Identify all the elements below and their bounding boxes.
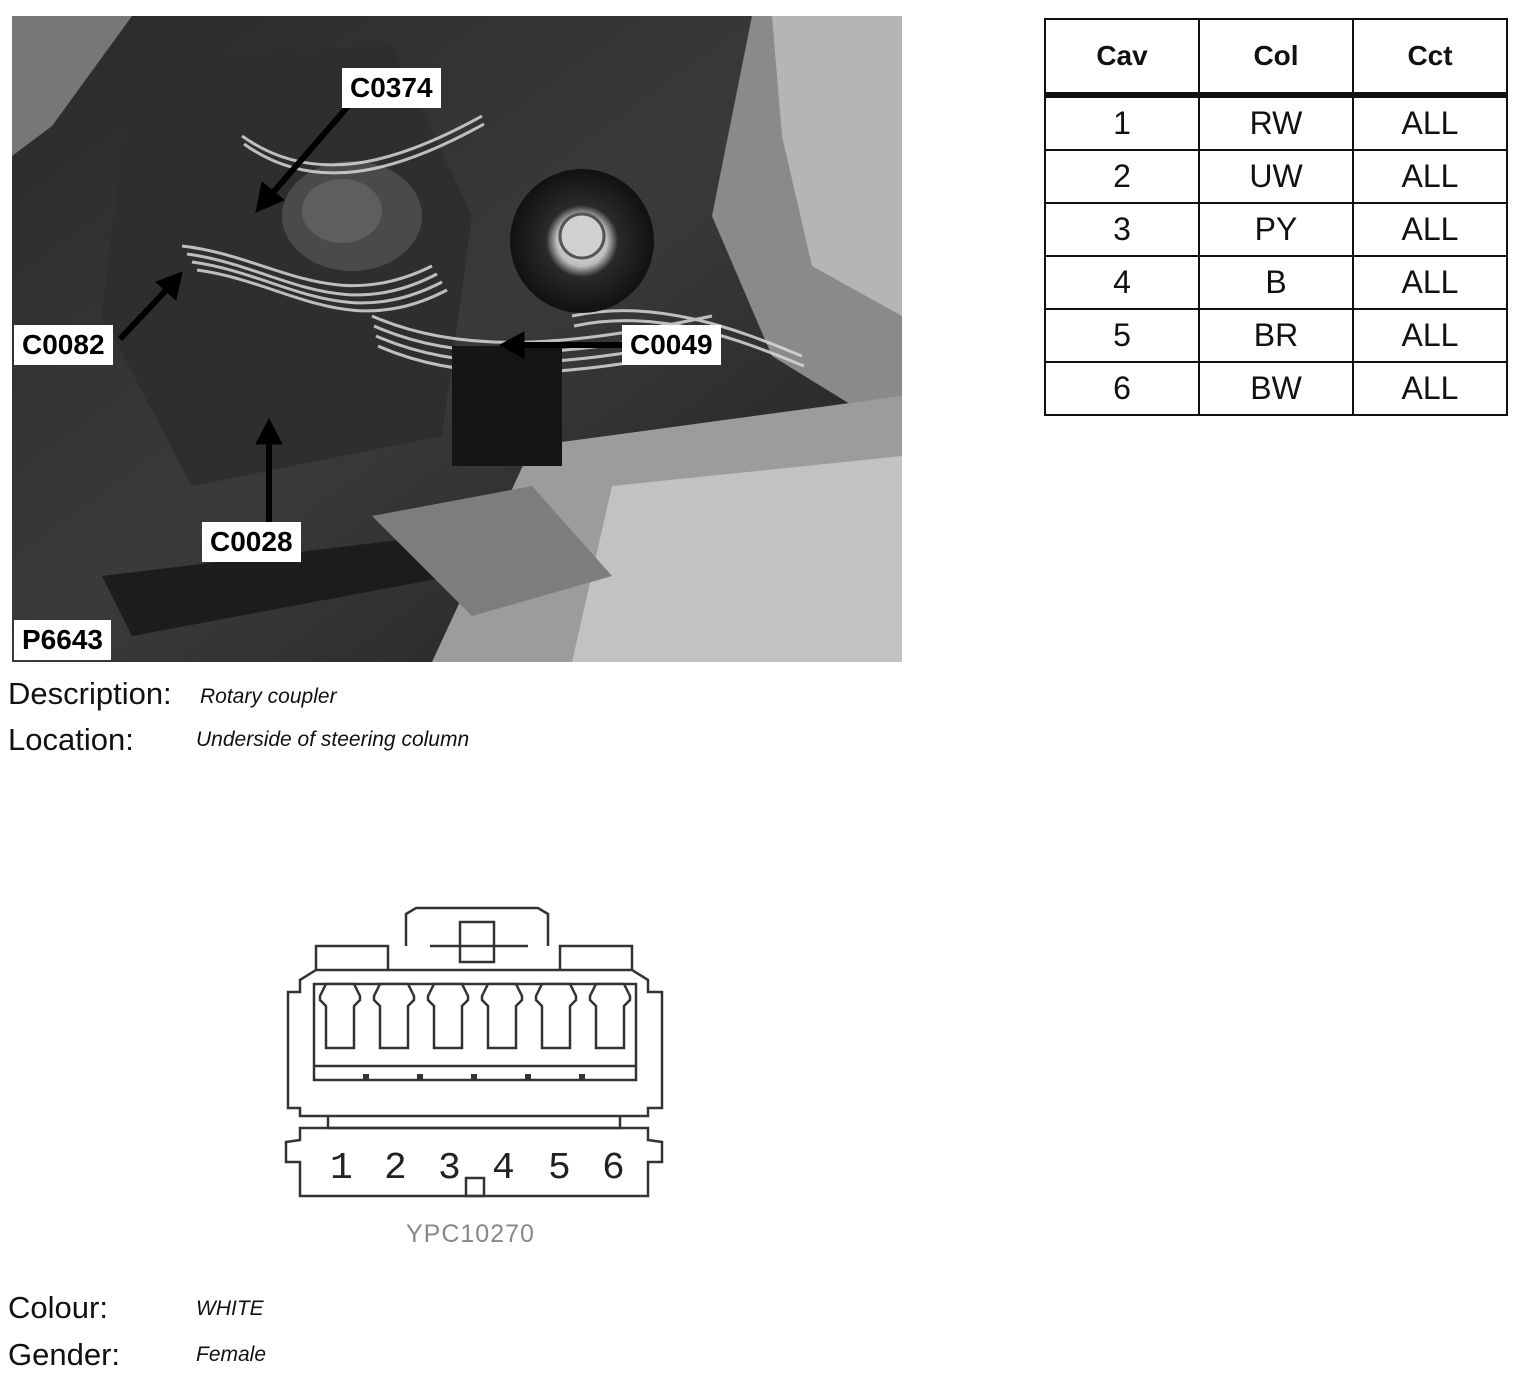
cell-cavity: 3 [1045,203,1199,256]
callout-c0028: C0028 [202,522,301,562]
pinout-table [1044,18,1508,416]
cell-colour: BR [1199,309,1353,362]
description-label: Description: [8,676,172,711]
colour-value: WHITE [196,1297,264,1320]
pin-number: 2 [384,1147,407,1190]
cell-circuit: ALL [1353,256,1507,309]
gender-value: Female [196,1343,267,1366]
pin-number: 3 [438,1147,461,1190]
gender-label: Gender: [8,1337,121,1372]
pin-number: 5 [548,1147,571,1190]
table-row [1045,256,1507,309]
cell-circuit: ALL [1353,362,1507,415]
cell-cavity: 1 [1045,95,1199,150]
callout-c0374: C0374 [342,68,441,108]
cell-circuit: ALL [1353,309,1507,362]
table-row [1045,150,1507,203]
table-header-row [1045,19,1507,95]
location-label: Location: [8,722,134,757]
cell-colour: BW [1199,362,1353,415]
figure-id: P6643 [14,620,111,660]
cell-colour: B [1199,256,1353,309]
pin-number: 4 [492,1147,515,1190]
table-row [1045,309,1507,362]
cell-cavity: 4 [1045,256,1199,309]
callout-c0082: C0082 [14,325,113,365]
cell-colour: PY [1199,203,1353,256]
cell-cavity: 2 [1045,150,1199,203]
connector-location-photo [12,16,902,662]
header-circuit: Cct [1353,19,1507,95]
header-cavity: Cav [1045,19,1199,95]
table-row [1045,203,1507,256]
connector-face-diagram [270,900,680,1210]
header-colour: Col [1199,19,1353,95]
connector-part-code: YPC10270 [406,1220,535,1248]
table-row [1045,362,1507,415]
description-value: Rotary coupler [200,685,337,708]
colour-label: Colour: [8,1290,108,1325]
cell-circuit: ALL [1353,203,1507,256]
pin-number: 1 [330,1147,353,1190]
photo-illustration [12,16,902,662]
cell-colour: RW [1199,95,1353,150]
callout-c0049: C0049 [622,325,721,365]
pin-number: 6 [602,1147,625,1190]
cell-cavity: 6 [1045,362,1199,415]
cell-circuit: ALL [1353,150,1507,203]
cell-circuit: ALL [1353,95,1507,150]
cell-colour: UW [1199,150,1353,203]
table-row [1045,95,1507,150]
location-value: Underside of steering column [196,728,470,751]
cell-cavity: 5 [1045,309,1199,362]
